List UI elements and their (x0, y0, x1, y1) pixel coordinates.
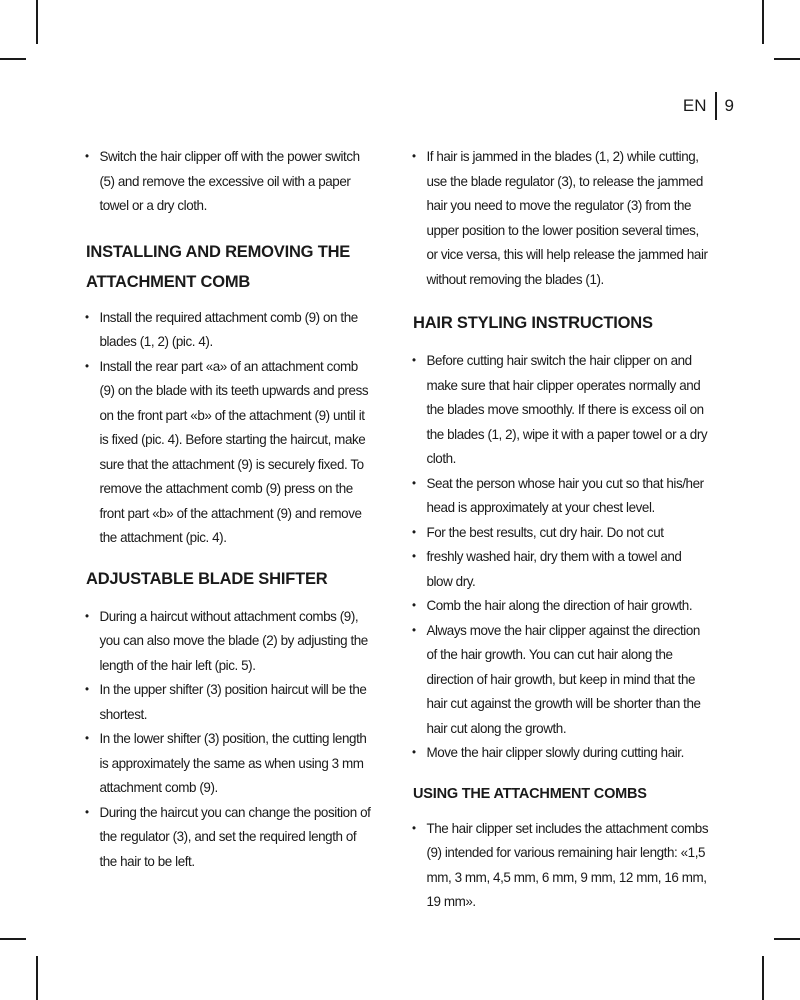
list-item: • For the best results, cut dry hair. Do not cut (413, 520, 709, 545)
left-column (86, 144, 388, 873)
right-column (413, 144, 721, 914)
list-item: • In the lower shifter (3) position, the cutting length is approximately the same as when using 3 mm attachment comb (9). (86, 726, 376, 800)
list-item: • Always move the hair clipper against the direction of the hair growth. You can cut hair along the direction of hair growth, but keep in mind that the hair cut against the growth will be shorter than the hair cut along the growth. (413, 618, 709, 741)
list-item: • Install the rear part «a» of an attachment comb (9) on the blade with its teeth upwards and press on the front part «b» of the attachment (9) until it is fixed (pic. 4). Before starting the haircut, make sure that the attachment (9) is securely fixed. To remove the attachment comb (9) press on the front part «b» of the attachment (9) and remove the attachment (pic. 4). (86, 354, 376, 550)
page-header (683, 92, 734, 120)
list-item: • Install the required attachment comb (9) on the blades (1, 2) (pic. 4). (86, 305, 376, 354)
crop-mark-bottom-left-vertical (36, 956, 38, 1000)
crop-mark-top-right-vertical (762, 0, 764, 44)
list-item: • Before cutting hair switch the hair clipper on and make sure that hair clipper operates normally and the blades move smoothly. If there is excess oil on the blades (1, 2), wipe it with a paper towel or a dry cloth. (413, 348, 709, 471)
language-code: EN (682, 96, 707, 115)
list-item: • Move the hair clipper slowly during cutting hair. (413, 740, 709, 765)
crop-mark-top-left-horizontal (0, 58, 26, 60)
list-item: • freshly washed hair, dry them with a towel and blow dry. (413, 544, 709, 593)
intro-list-left (86, 144, 388, 218)
list-item: • Comb the hair along the direction of hair growth. (413, 593, 709, 618)
crop-mark-bottom-right-horizontal (774, 938, 800, 940)
header-separator (715, 92, 717, 120)
crop-mark-top-left-vertical (36, 0, 38, 44)
list-item: • Switch the hair clipper off with the power switch (5) and remove the excessive oil with a paper towel or a dry cloth. (86, 144, 376, 218)
list-item: • In the upper shifter (3) position haircut will be the shortest. (86, 677, 376, 726)
crop-mark-bottom-left-horizontal (0, 938, 26, 940)
list-item: • Seat the person whose hair you cut so that his/her head is approximately at your chest level. (413, 471, 709, 520)
list-item: • During a haircut without attachment combs (9), you can also move the blade (2) by adjusting the length of the hair left (pic. 5). (86, 604, 376, 678)
section-heading-shifter: ADJUSTABLE BLADE SHIFTER (86, 569, 328, 588)
list-item: • During the haircut you can change the position of the regulator (3), and set the required length of the hair to be left. (86, 800, 376, 874)
section-heading-combs: USING THE ATTACHMENT COMBS (413, 785, 647, 802)
installing-list (86, 305, 388, 550)
page-number: 9 (724, 96, 734, 115)
crop-mark-top-right-horizontal (774, 58, 800, 60)
crop-mark-bottom-right-vertical (762, 956, 764, 1000)
combs-list (413, 816, 721, 914)
section-heading-styling: HAIR STYLING INSTRUCTIONS (413, 314, 653, 332)
section-heading-installing: INSTALLING AND REMOVING THE ATTACHMENT COMB (86, 242, 351, 291)
list-item: • The hair clipper set includes the attachment combs (9) intended for various remaining hair length: «1,5 mm, 3 mm, 4,5 mm, 6 mm, 9 mm, 12 mm, 16 mm, 19 mm». (413, 816, 709, 914)
shifter-list (86, 604, 388, 874)
list-item: • If hair is jammed in the blades (1, 2) while cutting, use the blade regulator (3), to release the jammed hair you need to move the regulator (3) from the upper position to the lower position several times, or vice versa, this will help release the jammed hair without removing the blades (1). (413, 144, 709, 291)
intro-list-right (413, 144, 721, 291)
styling-list (413, 348, 721, 765)
